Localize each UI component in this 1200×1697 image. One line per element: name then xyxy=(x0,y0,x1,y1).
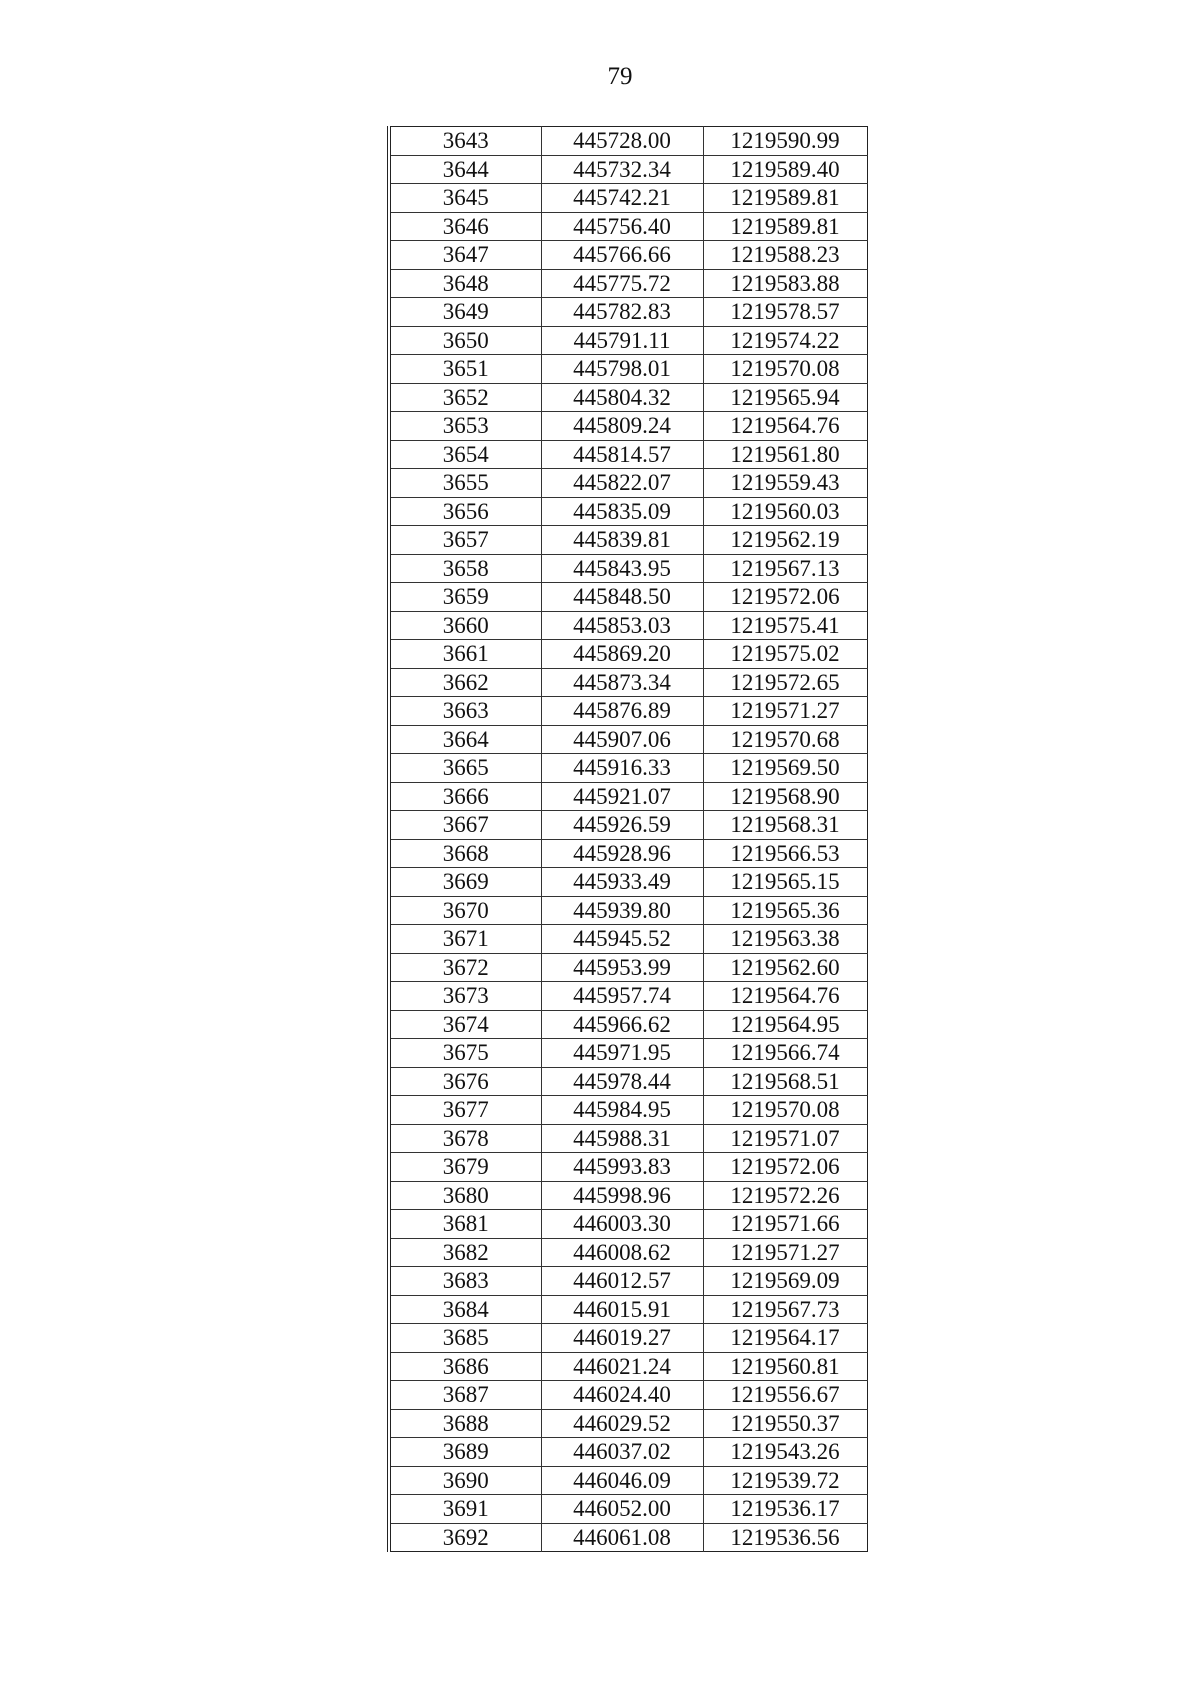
table-row xyxy=(389,497,867,526)
y-coordinate-cell: 1219589.81 xyxy=(703,184,867,213)
table-row xyxy=(389,355,867,384)
table-row xyxy=(389,1438,867,1467)
x-coordinate-cell: 445988.31 xyxy=(541,1124,703,1153)
table-row xyxy=(389,440,867,469)
y-coordinate-cell: 1219589.81 xyxy=(703,212,867,241)
table-row xyxy=(389,127,867,156)
point-number-cell: 3657 xyxy=(389,526,541,555)
table-row xyxy=(389,811,867,840)
table-row xyxy=(389,298,867,327)
y-coordinate-cell: 1219571.27 xyxy=(703,1238,867,1267)
table-row xyxy=(389,1267,867,1296)
x-coordinate-cell: 446008.62 xyxy=(541,1238,703,1267)
point-number-cell: 3658 xyxy=(389,554,541,583)
x-coordinate-cell: 445933.49 xyxy=(541,868,703,897)
y-coordinate-cell: 1219565.94 xyxy=(703,383,867,412)
point-number-cell: 3667 xyxy=(389,811,541,840)
x-coordinate-cell: 446061.08 xyxy=(541,1523,703,1552)
table-row xyxy=(389,526,867,555)
table-row xyxy=(389,1210,867,1239)
x-coordinate-cell: 445998.96 xyxy=(541,1181,703,1210)
table-row xyxy=(389,412,867,441)
y-coordinate-cell: 1219536.17 xyxy=(703,1495,867,1524)
y-coordinate-cell: 1219561.80 xyxy=(703,440,867,469)
y-coordinate-cell: 1219568.51 xyxy=(703,1067,867,1096)
table-row xyxy=(389,925,867,954)
point-number-cell: 3679 xyxy=(389,1153,541,1182)
y-coordinate-cell: 1219560.81 xyxy=(703,1352,867,1381)
point-number-cell: 3656 xyxy=(389,497,541,526)
x-coordinate-cell: 445926.59 xyxy=(541,811,703,840)
x-coordinate-cell: 445971.95 xyxy=(541,1039,703,1068)
x-coordinate-cell: 445848.50 xyxy=(541,583,703,612)
y-coordinate-cell: 1219564.17 xyxy=(703,1324,867,1353)
point-number-cell: 3654 xyxy=(389,440,541,469)
point-number-cell: 3677 xyxy=(389,1096,541,1125)
point-number-cell: 3687 xyxy=(389,1381,541,1410)
table-row xyxy=(389,583,867,612)
table-row xyxy=(389,668,867,697)
y-coordinate-cell: 1219571.27 xyxy=(703,697,867,726)
y-coordinate-cell: 1219583.88 xyxy=(703,269,867,298)
table-row xyxy=(389,155,867,184)
point-number-cell: 3681 xyxy=(389,1210,541,1239)
x-coordinate-cell: 446024.40 xyxy=(541,1381,703,1410)
table-row xyxy=(389,953,867,982)
table-row xyxy=(389,1039,867,1068)
y-coordinate-cell: 1219578.57 xyxy=(703,298,867,327)
table-row xyxy=(389,1238,867,1267)
x-coordinate-cell: 445928.96 xyxy=(541,839,703,868)
point-number-cell: 3659 xyxy=(389,583,541,612)
x-coordinate-cell: 445732.34 xyxy=(541,155,703,184)
table-row xyxy=(389,611,867,640)
point-number-cell: 3684 xyxy=(389,1295,541,1324)
table-row xyxy=(389,184,867,213)
y-coordinate-cell: 1219564.76 xyxy=(703,412,867,441)
table-row xyxy=(389,1181,867,1210)
table-row xyxy=(389,1381,867,1410)
table-row xyxy=(389,212,867,241)
table-row xyxy=(389,697,867,726)
point-number-cell: 3653 xyxy=(389,412,541,441)
point-number-cell: 3690 xyxy=(389,1466,541,1495)
table-row xyxy=(389,754,867,783)
x-coordinate-cell: 445742.21 xyxy=(541,184,703,213)
x-coordinate-cell: 445953.99 xyxy=(541,953,703,982)
y-coordinate-cell: 1219565.36 xyxy=(703,896,867,925)
x-coordinate-cell: 445869.20 xyxy=(541,640,703,669)
y-coordinate-cell: 1219566.53 xyxy=(703,839,867,868)
y-coordinate-cell: 1219590.99 xyxy=(703,127,867,156)
point-number-cell: 3655 xyxy=(389,469,541,498)
table-row xyxy=(389,269,867,298)
x-coordinate-cell: 445876.89 xyxy=(541,697,703,726)
y-coordinate-cell: 1219567.73 xyxy=(703,1295,867,1324)
point-number-cell: 3673 xyxy=(389,982,541,1011)
point-number-cell: 3675 xyxy=(389,1039,541,1068)
x-coordinate-cell: 445945.52 xyxy=(541,925,703,954)
x-coordinate-cell: 445809.24 xyxy=(541,412,703,441)
point-number-cell: 3661 xyxy=(389,640,541,669)
y-coordinate-cell: 1219572.26 xyxy=(703,1181,867,1210)
x-coordinate-cell: 445839.81 xyxy=(541,526,703,555)
table-row xyxy=(389,1352,867,1381)
table-row xyxy=(389,1409,867,1438)
table-row xyxy=(389,1523,867,1552)
coordinates-table xyxy=(387,126,868,1552)
y-coordinate-cell: 1219570.68 xyxy=(703,725,867,754)
y-coordinate-cell: 1219565.15 xyxy=(703,868,867,897)
y-coordinate-cell: 1219562.19 xyxy=(703,526,867,555)
point-number-cell: 3683 xyxy=(389,1267,541,1296)
x-coordinate-cell: 446015.91 xyxy=(541,1295,703,1324)
point-number-cell: 3643 xyxy=(389,127,541,156)
y-coordinate-cell: 1219570.08 xyxy=(703,355,867,384)
point-number-cell: 3685 xyxy=(389,1324,541,1353)
point-number-cell: 3680 xyxy=(389,1181,541,1210)
point-number-cell: 3670 xyxy=(389,896,541,925)
table-row xyxy=(389,326,867,355)
y-coordinate-cell: 1219571.66 xyxy=(703,1210,867,1239)
table-row xyxy=(389,1324,867,1353)
table-row xyxy=(389,1295,867,1324)
x-coordinate-cell: 446012.57 xyxy=(541,1267,703,1296)
x-coordinate-cell: 445966.62 xyxy=(541,1010,703,1039)
point-number-cell: 3686 xyxy=(389,1352,541,1381)
table-row xyxy=(389,1124,867,1153)
y-coordinate-cell: 1219550.37 xyxy=(703,1409,867,1438)
y-coordinate-cell: 1219563.38 xyxy=(703,925,867,954)
y-coordinate-cell: 1219569.50 xyxy=(703,754,867,783)
x-coordinate-cell: 446003.30 xyxy=(541,1210,703,1239)
x-coordinate-cell: 445822.07 xyxy=(541,469,703,498)
point-number-cell: 3668 xyxy=(389,839,541,868)
table-row xyxy=(389,982,867,1011)
point-number-cell: 3648 xyxy=(389,269,541,298)
point-number-cell: 3650 xyxy=(389,326,541,355)
x-coordinate-cell: 445939.80 xyxy=(541,896,703,925)
y-coordinate-cell: 1219572.06 xyxy=(703,1153,867,1182)
point-number-cell: 3651 xyxy=(389,355,541,384)
y-coordinate-cell: 1219559.43 xyxy=(703,469,867,498)
table-row xyxy=(389,554,867,583)
table-row xyxy=(389,469,867,498)
point-number-cell: 3665 xyxy=(389,754,541,783)
y-coordinate-cell: 1219562.60 xyxy=(703,953,867,982)
y-coordinate-cell: 1219543.26 xyxy=(703,1438,867,1467)
y-coordinate-cell: 1219560.03 xyxy=(703,497,867,526)
table-row xyxy=(389,782,867,811)
y-coordinate-cell: 1219566.74 xyxy=(703,1039,867,1068)
x-coordinate-cell: 445873.34 xyxy=(541,668,703,697)
y-coordinate-cell: 1219589.40 xyxy=(703,155,867,184)
point-number-cell: 3682 xyxy=(389,1238,541,1267)
x-coordinate-cell: 446019.27 xyxy=(541,1324,703,1353)
point-number-cell: 3652 xyxy=(389,383,541,412)
y-coordinate-cell: 1219588.23 xyxy=(703,241,867,270)
table-row xyxy=(389,839,867,868)
table-row xyxy=(389,383,867,412)
point-number-cell: 3672 xyxy=(389,953,541,982)
point-number-cell: 3674 xyxy=(389,1010,541,1039)
table-row xyxy=(389,1010,867,1039)
x-coordinate-cell: 445853.03 xyxy=(541,611,703,640)
x-coordinate-cell: 445993.83 xyxy=(541,1153,703,1182)
y-coordinate-cell: 1219567.13 xyxy=(703,554,867,583)
x-coordinate-cell: 445791.11 xyxy=(541,326,703,355)
point-number-cell: 3647 xyxy=(389,241,541,270)
x-coordinate-cell: 446021.24 xyxy=(541,1352,703,1381)
point-number-cell: 3663 xyxy=(389,697,541,726)
y-coordinate-cell: 1219556.67 xyxy=(703,1381,867,1410)
x-coordinate-cell: 445921.07 xyxy=(541,782,703,811)
y-coordinate-cell: 1219569.09 xyxy=(703,1267,867,1296)
table-row xyxy=(389,241,867,270)
point-number-cell: 3691 xyxy=(389,1495,541,1524)
point-number-cell: 3692 xyxy=(389,1523,541,1552)
x-coordinate-cell: 446037.02 xyxy=(541,1438,703,1467)
point-number-cell: 3645 xyxy=(389,184,541,213)
point-number-cell: 3688 xyxy=(389,1409,541,1438)
y-coordinate-cell: 1219570.08 xyxy=(703,1096,867,1125)
y-coordinate-cell: 1219571.07 xyxy=(703,1124,867,1153)
point-number-cell: 3649 xyxy=(389,298,541,327)
point-number-cell: 3689 xyxy=(389,1438,541,1467)
x-coordinate-cell: 445957.74 xyxy=(541,982,703,1011)
y-coordinate-cell: 1219564.95 xyxy=(703,1010,867,1039)
x-coordinate-cell: 445804.32 xyxy=(541,383,703,412)
x-coordinate-cell: 445843.95 xyxy=(541,554,703,583)
x-coordinate-cell: 445814.57 xyxy=(541,440,703,469)
x-coordinate-cell: 445978.44 xyxy=(541,1067,703,1096)
page-number: 79 xyxy=(607,63,633,90)
y-coordinate-cell: 1219572.06 xyxy=(703,583,867,612)
table-row xyxy=(389,1466,867,1495)
table-row xyxy=(389,1153,867,1182)
point-number-cell: 3646 xyxy=(389,212,541,241)
point-number-cell: 3664 xyxy=(389,725,541,754)
x-coordinate-cell: 446052.00 xyxy=(541,1495,703,1524)
y-coordinate-cell: 1219568.31 xyxy=(703,811,867,840)
x-coordinate-cell: 445798.01 xyxy=(541,355,703,384)
point-number-cell: 3644 xyxy=(389,155,541,184)
table-row xyxy=(389,1096,867,1125)
y-coordinate-cell: 1219572.65 xyxy=(703,668,867,697)
x-coordinate-cell: 445782.83 xyxy=(541,298,703,327)
y-coordinate-cell: 1219568.90 xyxy=(703,782,867,811)
point-number-cell: 3666 xyxy=(389,782,541,811)
point-number-cell: 3662 xyxy=(389,668,541,697)
y-coordinate-cell: 1219574.22 xyxy=(703,326,867,355)
x-coordinate-cell: 445766.66 xyxy=(541,241,703,270)
x-coordinate-cell: 445756.40 xyxy=(541,212,703,241)
x-coordinate-cell: 445835.09 xyxy=(541,497,703,526)
point-number-cell: 3669 xyxy=(389,868,541,897)
y-coordinate-cell: 1219564.76 xyxy=(703,982,867,1011)
point-number-cell: 3676 xyxy=(389,1067,541,1096)
y-coordinate-cell: 1219536.56 xyxy=(730,1524,840,1550)
x-coordinate-cell: 446029.52 xyxy=(541,1409,703,1438)
point-number-cell: 3678 xyxy=(389,1124,541,1153)
y-coordinate-cell: 1219539.72 xyxy=(703,1466,867,1495)
y-coordinate-cell: 1219575.02 xyxy=(703,640,867,669)
table-row xyxy=(389,1495,867,1524)
table-row xyxy=(389,640,867,669)
x-coordinate-cell: 445775.72 xyxy=(541,269,703,298)
coordinates-table-body xyxy=(389,127,867,1552)
point-number-cell: 3671 xyxy=(389,925,541,954)
table-row xyxy=(389,1067,867,1096)
point-number-cell: 3660 xyxy=(389,611,541,640)
x-coordinate-cell: 446046.09 xyxy=(541,1466,703,1495)
y-coordinate-cell: 1219575.41 xyxy=(703,611,867,640)
table-row xyxy=(389,725,867,754)
x-coordinate-cell: 445916.33 xyxy=(541,754,703,783)
x-coordinate-cell: 445984.95 xyxy=(541,1096,703,1125)
table-row xyxy=(389,896,867,925)
x-coordinate-cell: 445907.06 xyxy=(541,725,703,754)
table-row xyxy=(389,868,867,897)
x-coordinate-cell: 445728.00 xyxy=(541,127,703,156)
